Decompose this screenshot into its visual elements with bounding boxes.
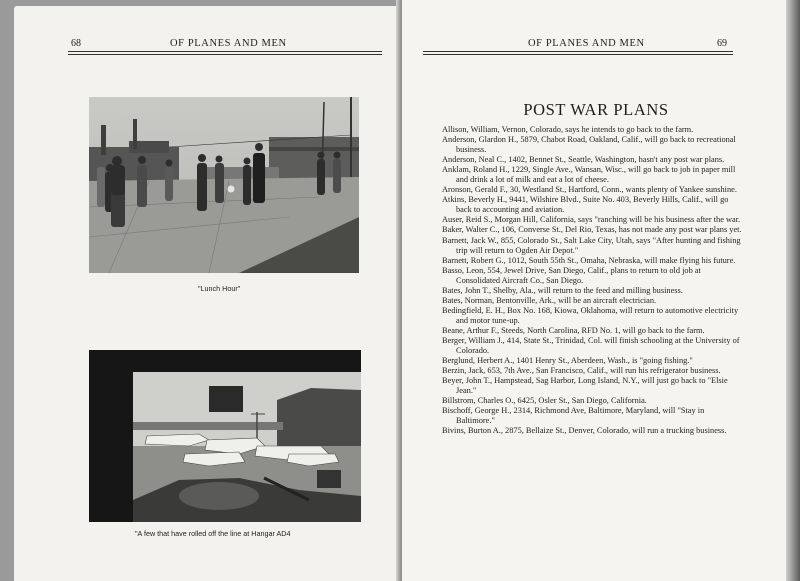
post-war-plans-title: POST WAR PLANS bbox=[523, 100, 669, 119]
right-page-number: 69 bbox=[717, 38, 727, 49]
plan-entry: Allison, William, Vernon, Colorado, says he intends to go back to the farm. bbox=[442, 125, 694, 134]
plan-entry: Baker, Walter C., 106, Converse St., Del Rio, Texas, has not made any post war plans yet. bbox=[442, 225, 742, 235]
plan-entry: Bivins, Burton A., 2875, Bellaize St., Denver, Colorado, will run a trucking business. bbox=[442, 426, 727, 436]
right-header-rule bbox=[423, 51, 733, 52]
lunch-hour-caption: "Lunch Hour" bbox=[198, 284, 241, 293]
book-cover-edge bbox=[786, 0, 800, 581]
plan-entry: Bischoff, George H., 2314, Richmond Ave, Baltimore, Maryland, will "Stay in Baltimore." bbox=[442, 406, 705, 426]
plan-entry: Barnett, Jack W., 855, Colorado St., Salt Lake City, Utah, says "After hunting and fishing trip will return to Ogden Air Depot." bbox=[442, 235, 741, 255]
right-running-head: OF PLANES AND MEN bbox=[528, 38, 645, 49]
plan-entry: Berger, William J., 414, State St., Trinidad, Col. will finish schooling at the University of Colorado. bbox=[442, 335, 740, 356]
hangar-photo bbox=[89, 350, 361, 522]
right-header-rule-thin bbox=[423, 54, 733, 55]
plan-entry: Berglund, Herbert A., 1401 Henry St., Aberdeen, Wash., is "going fishing." bbox=[442, 356, 693, 366]
plan-entry: Basso, Leon, 554, Jewel Drive, San Diego, Calif., plans to return to old job at Consolidated Aircraft Co., San Diego. bbox=[442, 265, 701, 285]
plan-entry: Bates, John T., Shelby, Ala., will return to the feed and milling business. bbox=[442, 285, 683, 295]
plan-entry: Auser, Reid S., Morgan Hill, California, says "ranching will be his business after the war. bbox=[442, 215, 741, 225]
plan-entry: Barnett, Robert G., 1012, South 55th St., Omaha, Nebraska, will make flying his future. bbox=[442, 255, 736, 265]
plan-entry: Anderson, Neal C., 1402, Bennet St., Seattle, Washington, hasn't any post war plans. bbox=[442, 155, 725, 165]
plan-entry: Atkins, Beverly H., 9441, Wilshire Blvd., Suite No. 403, Beverly Hills, Calif., will go back to accounting and aviation. bbox=[442, 195, 729, 215]
plan-entry: Aronson, Gerald F., 30, Westland St., Hartford, Conn., wants plenty of Yankee sunshine. bbox=[442, 185, 737, 195]
left-page-number: 68 bbox=[71, 38, 81, 49]
left-header-rule-thin bbox=[68, 54, 382, 55]
plan-entry: Beyer, John T., Hampstead, Sag Harbor, Long Island, N.Y., will just go back to "Elsie Jean." bbox=[442, 376, 728, 396]
plan-entry: Billstrom, Charles O., 6425, Osler St., San Diego, California. bbox=[442, 396, 647, 406]
plan-entry: Anderson, Glardon H., 5879, Chabot Road, Oakland, Calif., will go back to recreational business. bbox=[442, 135, 736, 155]
post-war-plans-list bbox=[442, 125, 742, 436]
plan-entry: Bates, Norman, Bentonville, Ark., will be an aircraft electrician. bbox=[442, 295, 657, 305]
plan-entry: Beane, Arthur F., Steeds, North Carolina, RFD No. 1, will go back to the farm. bbox=[442, 325, 705, 335]
left-header-rule bbox=[68, 51, 382, 52]
plan-entry: Berzin, Jack, 653, 7th Ave., San Francisco, Calif., will run his refrigerator business. bbox=[442, 366, 721, 376]
plan-entry: Anklam, Roland H., 1229, Single Ave., Wansan, Wisc., will go back to job in paper mill and drink a lot of milk and eat a lot of cheese. bbox=[442, 165, 736, 185]
left-running-head: OF PLANES AND MEN bbox=[170, 38, 287, 49]
hangar-caption: "A few that have rolled off the line at Hangar AD4 bbox=[135, 529, 291, 538]
plan-entry: Bedingfield, E. H., Box No. 168, Kiowa, Oklahoma, will return to automotive electricity and motor tune-up. bbox=[442, 305, 739, 325]
lunch-hour-photo bbox=[89, 97, 359, 273]
